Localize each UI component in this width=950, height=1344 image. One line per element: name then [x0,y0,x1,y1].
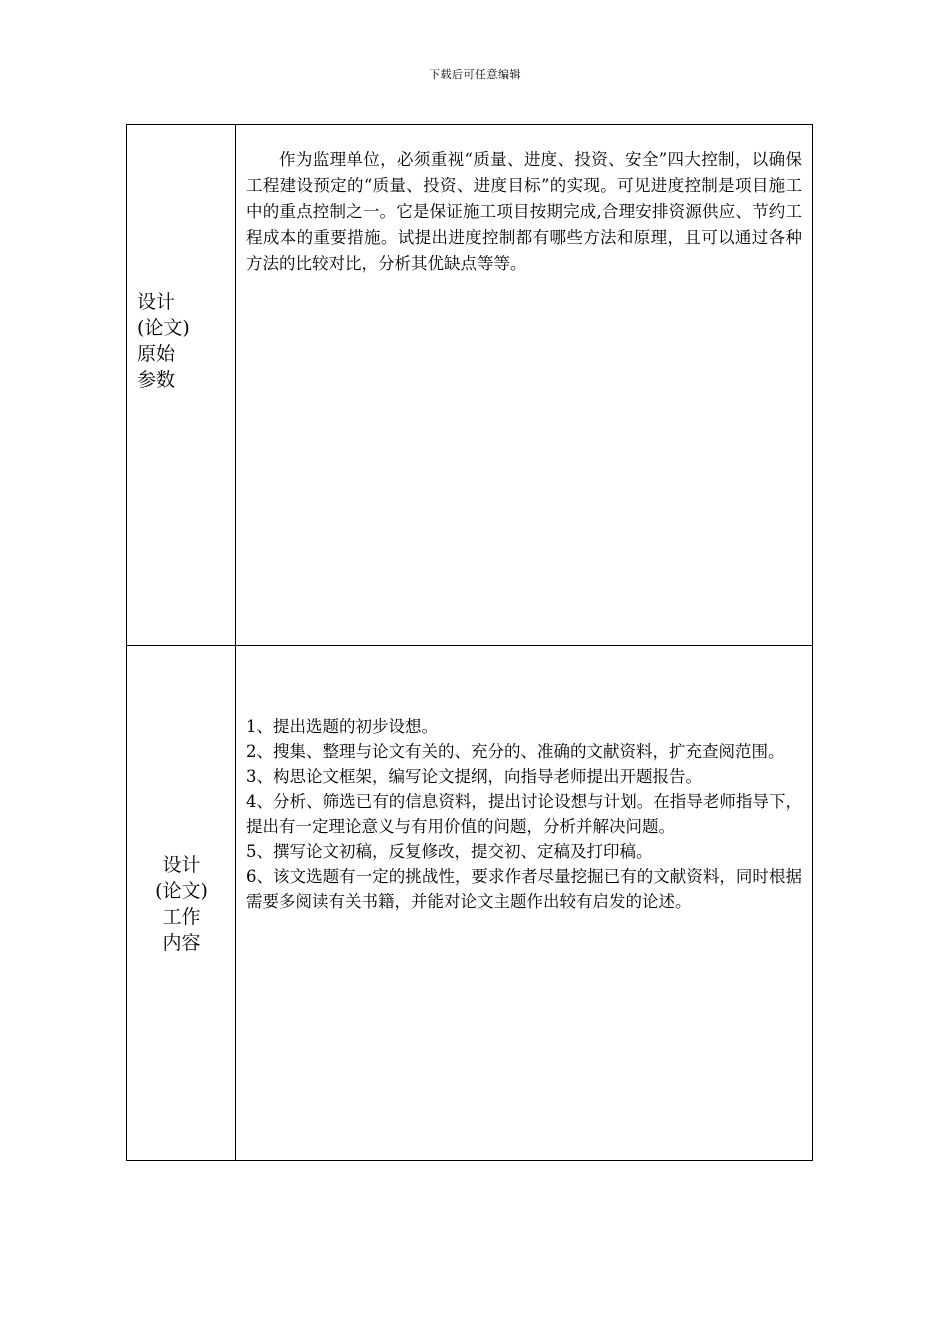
work-content-list [236,646,812,914]
row-label-line: 原始 [137,343,176,365]
list-item: 1、提出选题的初步设想。 [246,717,438,736]
form-table [126,124,813,1161]
row-label-line: 参数 [137,369,176,391]
row-label-line: 设计 [162,854,201,876]
row-label-line: 设计 [137,291,176,313]
list-item: 4、分析、筛选已有的信息资料，提出讨论设想与计划。在指导老师指导下，提出有一定理论意义与有用价值的问题，分析并解决问题。 [246,792,802,836]
table-row-original-parameters [127,125,813,646]
row-label [137,289,190,393]
row-label-line: 工作 [162,906,201,928]
content-cell-original-parameters [236,125,813,646]
row-label-line: (论文) [155,880,208,902]
list-item: 2、搜集、整理与论文有关的、充分的、准确的文献资料，扩充查阅范围。 [246,742,785,761]
label-cell-work-content [127,646,236,1161]
content-cell-work-content [236,646,813,1161]
table-row-work-content [127,646,813,1161]
list-item: 5、撰写论文初稿，反复修改，提交初、定稿及打印稿。 [246,842,653,861]
list-item: 3、构思论文框架，编写论文提纲，向指导老师提出开题报告。 [246,767,702,786]
row-label-line: (论文) [137,317,190,339]
row-label [127,852,236,956]
parameters-paragraph: 作为监理单位，必须重视“质量、进度、投资、安全”四大控制，以确保工程建设预定的“质量、投资、进度目标”的实现。可见进度控制是项目施工中的重点控制之一。它是保证施工项目按期完成,合理安排资源供应、节约工程成本的重要措施。试提出进度控制都有哪些方法和原理，且可以通过各种方法的比较对比，分析其优缺点等等。 [246,150,802,273]
row-label-line: 内容 [162,932,201,954]
list-item: 6、该文选题有一定的挑战性，要求作者尽量挖掘已有的文献资料，同时根据需要多阅读有关书籍，并能对论文主题作出较有启发的论述。 [246,867,802,911]
page-header: 下载后可任意编辑 [429,68,521,81]
label-cell-original-parameters [127,125,236,646]
